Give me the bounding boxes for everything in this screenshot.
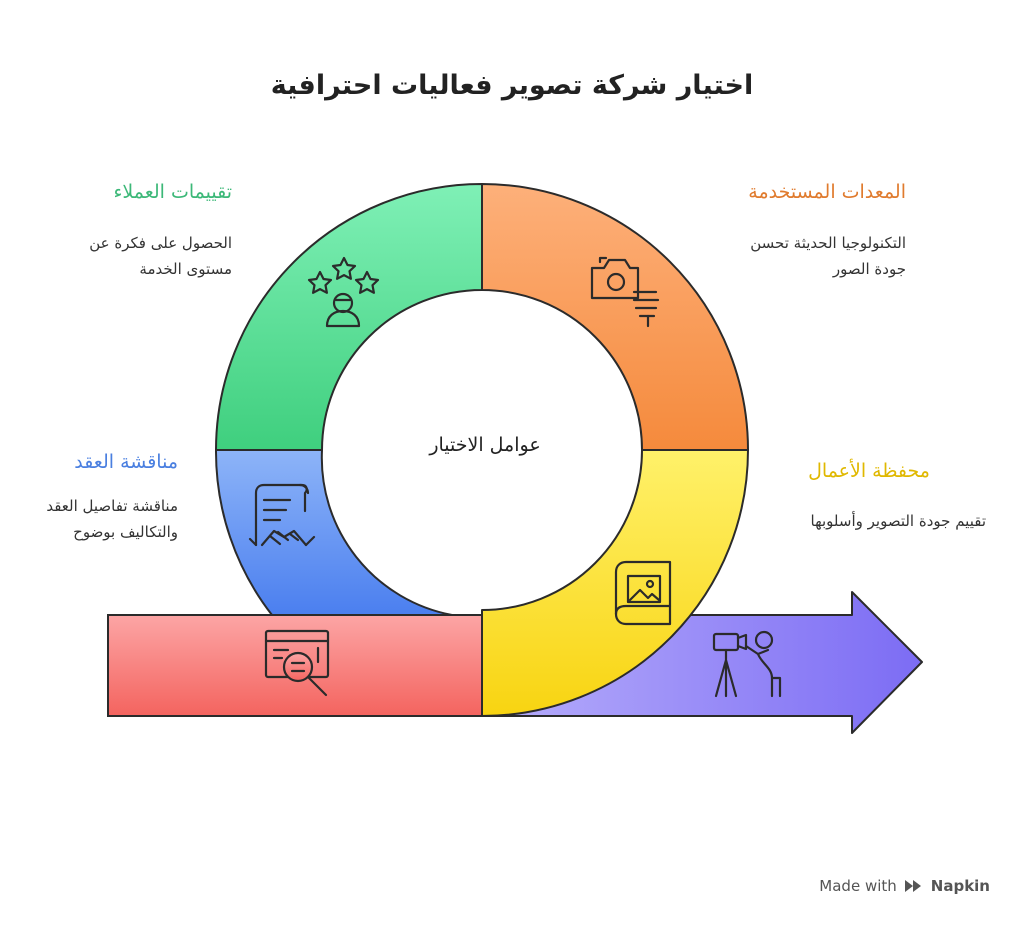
footer-prefix: Made with bbox=[819, 877, 897, 895]
equipment-desc-line-2: جودة الصور bbox=[832, 260, 906, 278]
contract-desc-line-2: والتكاليف بوضوح bbox=[73, 523, 178, 541]
contract-desc-line-1: مناقشة تفاصيل العقد bbox=[46, 497, 178, 515]
footer-brand: Napkin bbox=[930, 877, 990, 895]
portfolio-heading: محفظة الأعمال bbox=[808, 460, 930, 482]
ring-segment-reviews bbox=[216, 184, 482, 450]
reviews-desc-line-1: الحصول على فكرة عن bbox=[89, 234, 232, 252]
napkin-logo-icon bbox=[903, 878, 925, 894]
ring-segment-contract bbox=[216, 450, 452, 615]
contract-heading: مناقشة العقد bbox=[74, 451, 178, 473]
equipment-heading: المعدات المستخدمة bbox=[748, 181, 906, 203]
footer-attribution[interactable] bbox=[819, 877, 990, 895]
portfolio-desc-line-1: تقييم جودة التصوير وأسلوبها bbox=[810, 512, 986, 530]
page-title: اختيار شركة تصوير فعاليات احترافية bbox=[270, 70, 754, 101]
reviews-desc-line-2: مستوى الخدمة bbox=[139, 260, 232, 278]
center-label: عوامل الاختيار bbox=[429, 434, 541, 456]
reviews-heading: تقييمات العملاء bbox=[113, 181, 232, 203]
equipment-desc-line-1: التكنولوجيا الحديثة تحسن bbox=[750, 234, 906, 252]
ring-segment-equipment bbox=[482, 184, 748, 450]
